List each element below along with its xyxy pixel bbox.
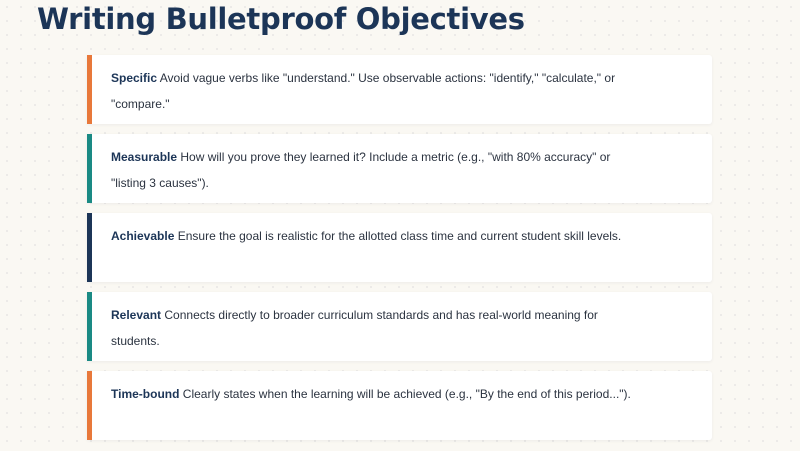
slide-title: Writing Bulletproof Objectives: [37, 2, 525, 36]
criterion-term: Achievable: [111, 229, 175, 243]
criterion-term: Relevant: [111, 308, 162, 322]
criterion-card-time-bound: [87, 371, 712, 440]
criterion-description: Ensure the goal is realistic for the allotted class time and current student skill levels.: [177, 229, 622, 243]
criterion-description: Connects directly to broader curriculum standards and has real-world meaning for students.: [111, 308, 598, 348]
criterion-card-measurable: [87, 134, 712, 203]
criterion-term: Measurable: [111, 150, 178, 164]
criterion-description: How will you prove they learned it? Include a metric (e.g., "with 80% accuracy" or "listing 3 causes").: [111, 150, 611, 190]
criterion-card-relevant: [87, 292, 712, 361]
criterion-card-specific: [87, 55, 712, 124]
criterion-term: Time-bound: [111, 387, 180, 401]
objective-criteria-list: [87, 55, 712, 440]
criterion-description: Avoid vague verbs like "understand." Use observable actions: "identify," "calculate," or "compare.": [111, 71, 616, 111]
criterion-term: Specific: [111, 71, 158, 85]
criterion-card-achievable: [87, 213, 712, 282]
criterion-description: Clearly states when the learning will be achieved (e.g., "By the end of this period...").: [182, 387, 631, 401]
